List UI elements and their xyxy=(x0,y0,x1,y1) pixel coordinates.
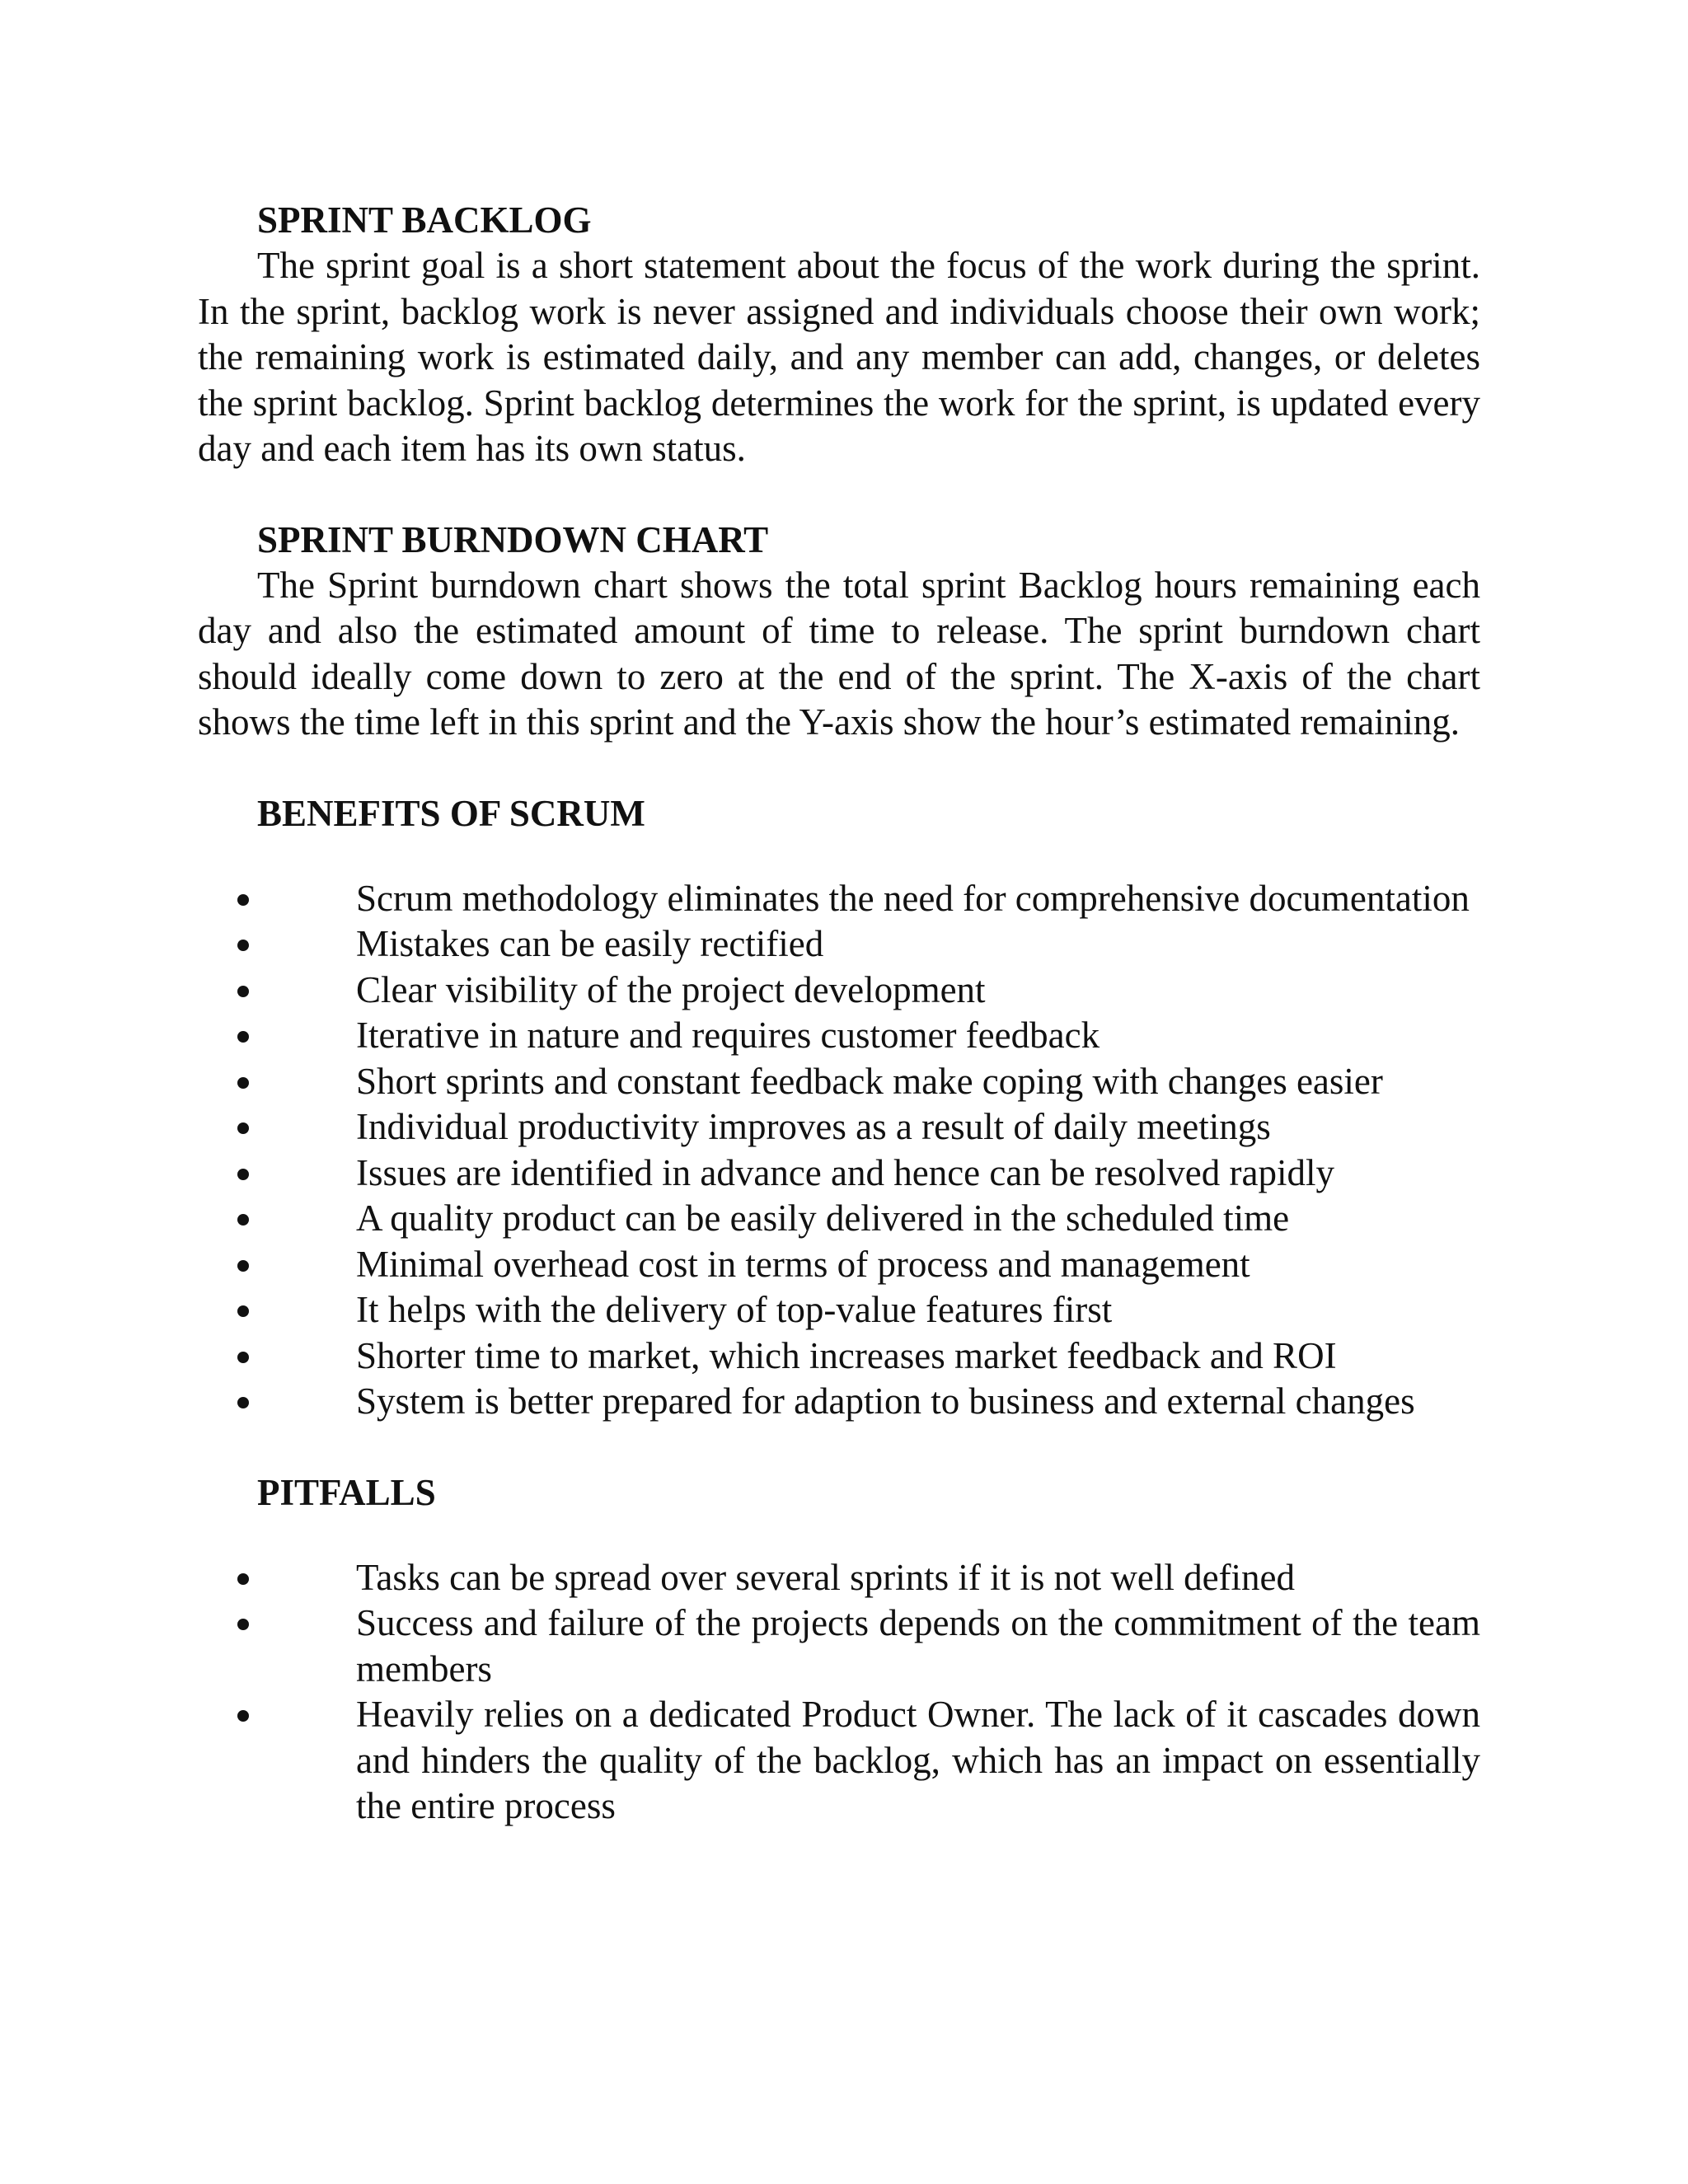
list-item xyxy=(198,1196,1480,1242)
spacer xyxy=(198,472,1480,518)
list-item-text: Heavily relies on a dedicated Product Owner. The lack of it cascades down and hinders the quality of the backlog, which has an impact on essentially the entire process xyxy=(356,1694,1480,1826)
section-heading-pitfalls: PITFALLS xyxy=(257,1471,436,1513)
list-item-text: A quality product can be easily delivered in the scheduled time xyxy=(356,1197,1290,1239)
list-item-text: System is better prepared for adaption to business and external changes xyxy=(356,1380,1415,1422)
section-heading-burndown: SPRINT BURNDOWN CHART xyxy=(257,518,769,560)
spacer xyxy=(198,1425,1480,1470)
list-item xyxy=(198,876,1480,922)
list-item-text: Issues are identified in advance and hence can be resolved rapidly xyxy=(356,1151,1334,1193)
list-item xyxy=(198,1692,1480,1830)
list-item-text: Individual productivity improves as a result of daily meetings xyxy=(356,1106,1271,1147)
list-item-text: Short sprints and constant feedback make coping with changes easier xyxy=(356,1060,1383,1102)
list-item-text: Scrum methodology eliminates the need for comprehensive documentation xyxy=(356,877,1470,919)
list-item xyxy=(198,1601,1480,1692)
burndown-paragraph: The Sprint burndown chart shows the total sprint Backlog hours remaining each day and also the estimated amount of time to release. The sprint burndown chart should ideally come down to zero at the end of the sprint. The X-axis of the chart shows the time left in this sprint and the Y-axis show the hour’s estimated remaining. xyxy=(198,564,1480,743)
list-item xyxy=(198,1379,1480,1425)
section-heading-benefits: BENEFITS OF SCRUM xyxy=(257,792,645,834)
spacer xyxy=(198,746,1480,791)
benefits-list xyxy=(198,876,1480,1425)
list-item-text: It helps with the delivery of top-value features first xyxy=(356,1289,1113,1330)
pitfalls-list xyxy=(198,1555,1480,1830)
list-item xyxy=(198,1151,1480,1197)
spacer xyxy=(198,837,1480,876)
document-page xyxy=(198,198,1480,1830)
list-item xyxy=(198,968,1480,1014)
list-item xyxy=(198,1242,1480,1288)
list-item-text: Iterative in nature and requires customer feedback xyxy=(356,1015,1100,1056)
list-item-text: Success and failure of the projects depends on the commitment of the team members xyxy=(356,1602,1480,1690)
list-item xyxy=(198,921,1480,968)
section-heading-sprint-backlog: SPRINT BACKLOG xyxy=(257,199,592,241)
spacer xyxy=(198,1516,1480,1555)
list-item xyxy=(198,1013,1480,1059)
list-item-text: Mistakes can be easily rectified xyxy=(356,923,824,964)
list-item xyxy=(198,1104,1480,1151)
sprint-backlog-paragraph: The sprint goal is a short statement about the focus of the work during the sprint. In the sprint, backlog work is never assigned and individuals choose their own work; the remaining work is estimated daily, and any member can add, changes, or deletes the sprint backlog. Sprint backlog determines the work for the sprint, is updated every day and each item has its own status. xyxy=(198,245,1480,469)
list-item xyxy=(198,1555,1480,1601)
list-item-text: Shorter time to market, which increases market feedback and ROI xyxy=(356,1334,1337,1376)
list-item-text: Minimal overhead cost in terms of process and management xyxy=(356,1243,1250,1285)
list-item-text: Tasks can be spread over several sprints if it is not well defined xyxy=(356,1556,1296,1598)
list-item xyxy=(198,1287,1480,1333)
list-item-text: Clear visibility of the project development xyxy=(356,968,986,1010)
list-item xyxy=(198,1333,1480,1380)
list-item xyxy=(198,1059,1480,1105)
